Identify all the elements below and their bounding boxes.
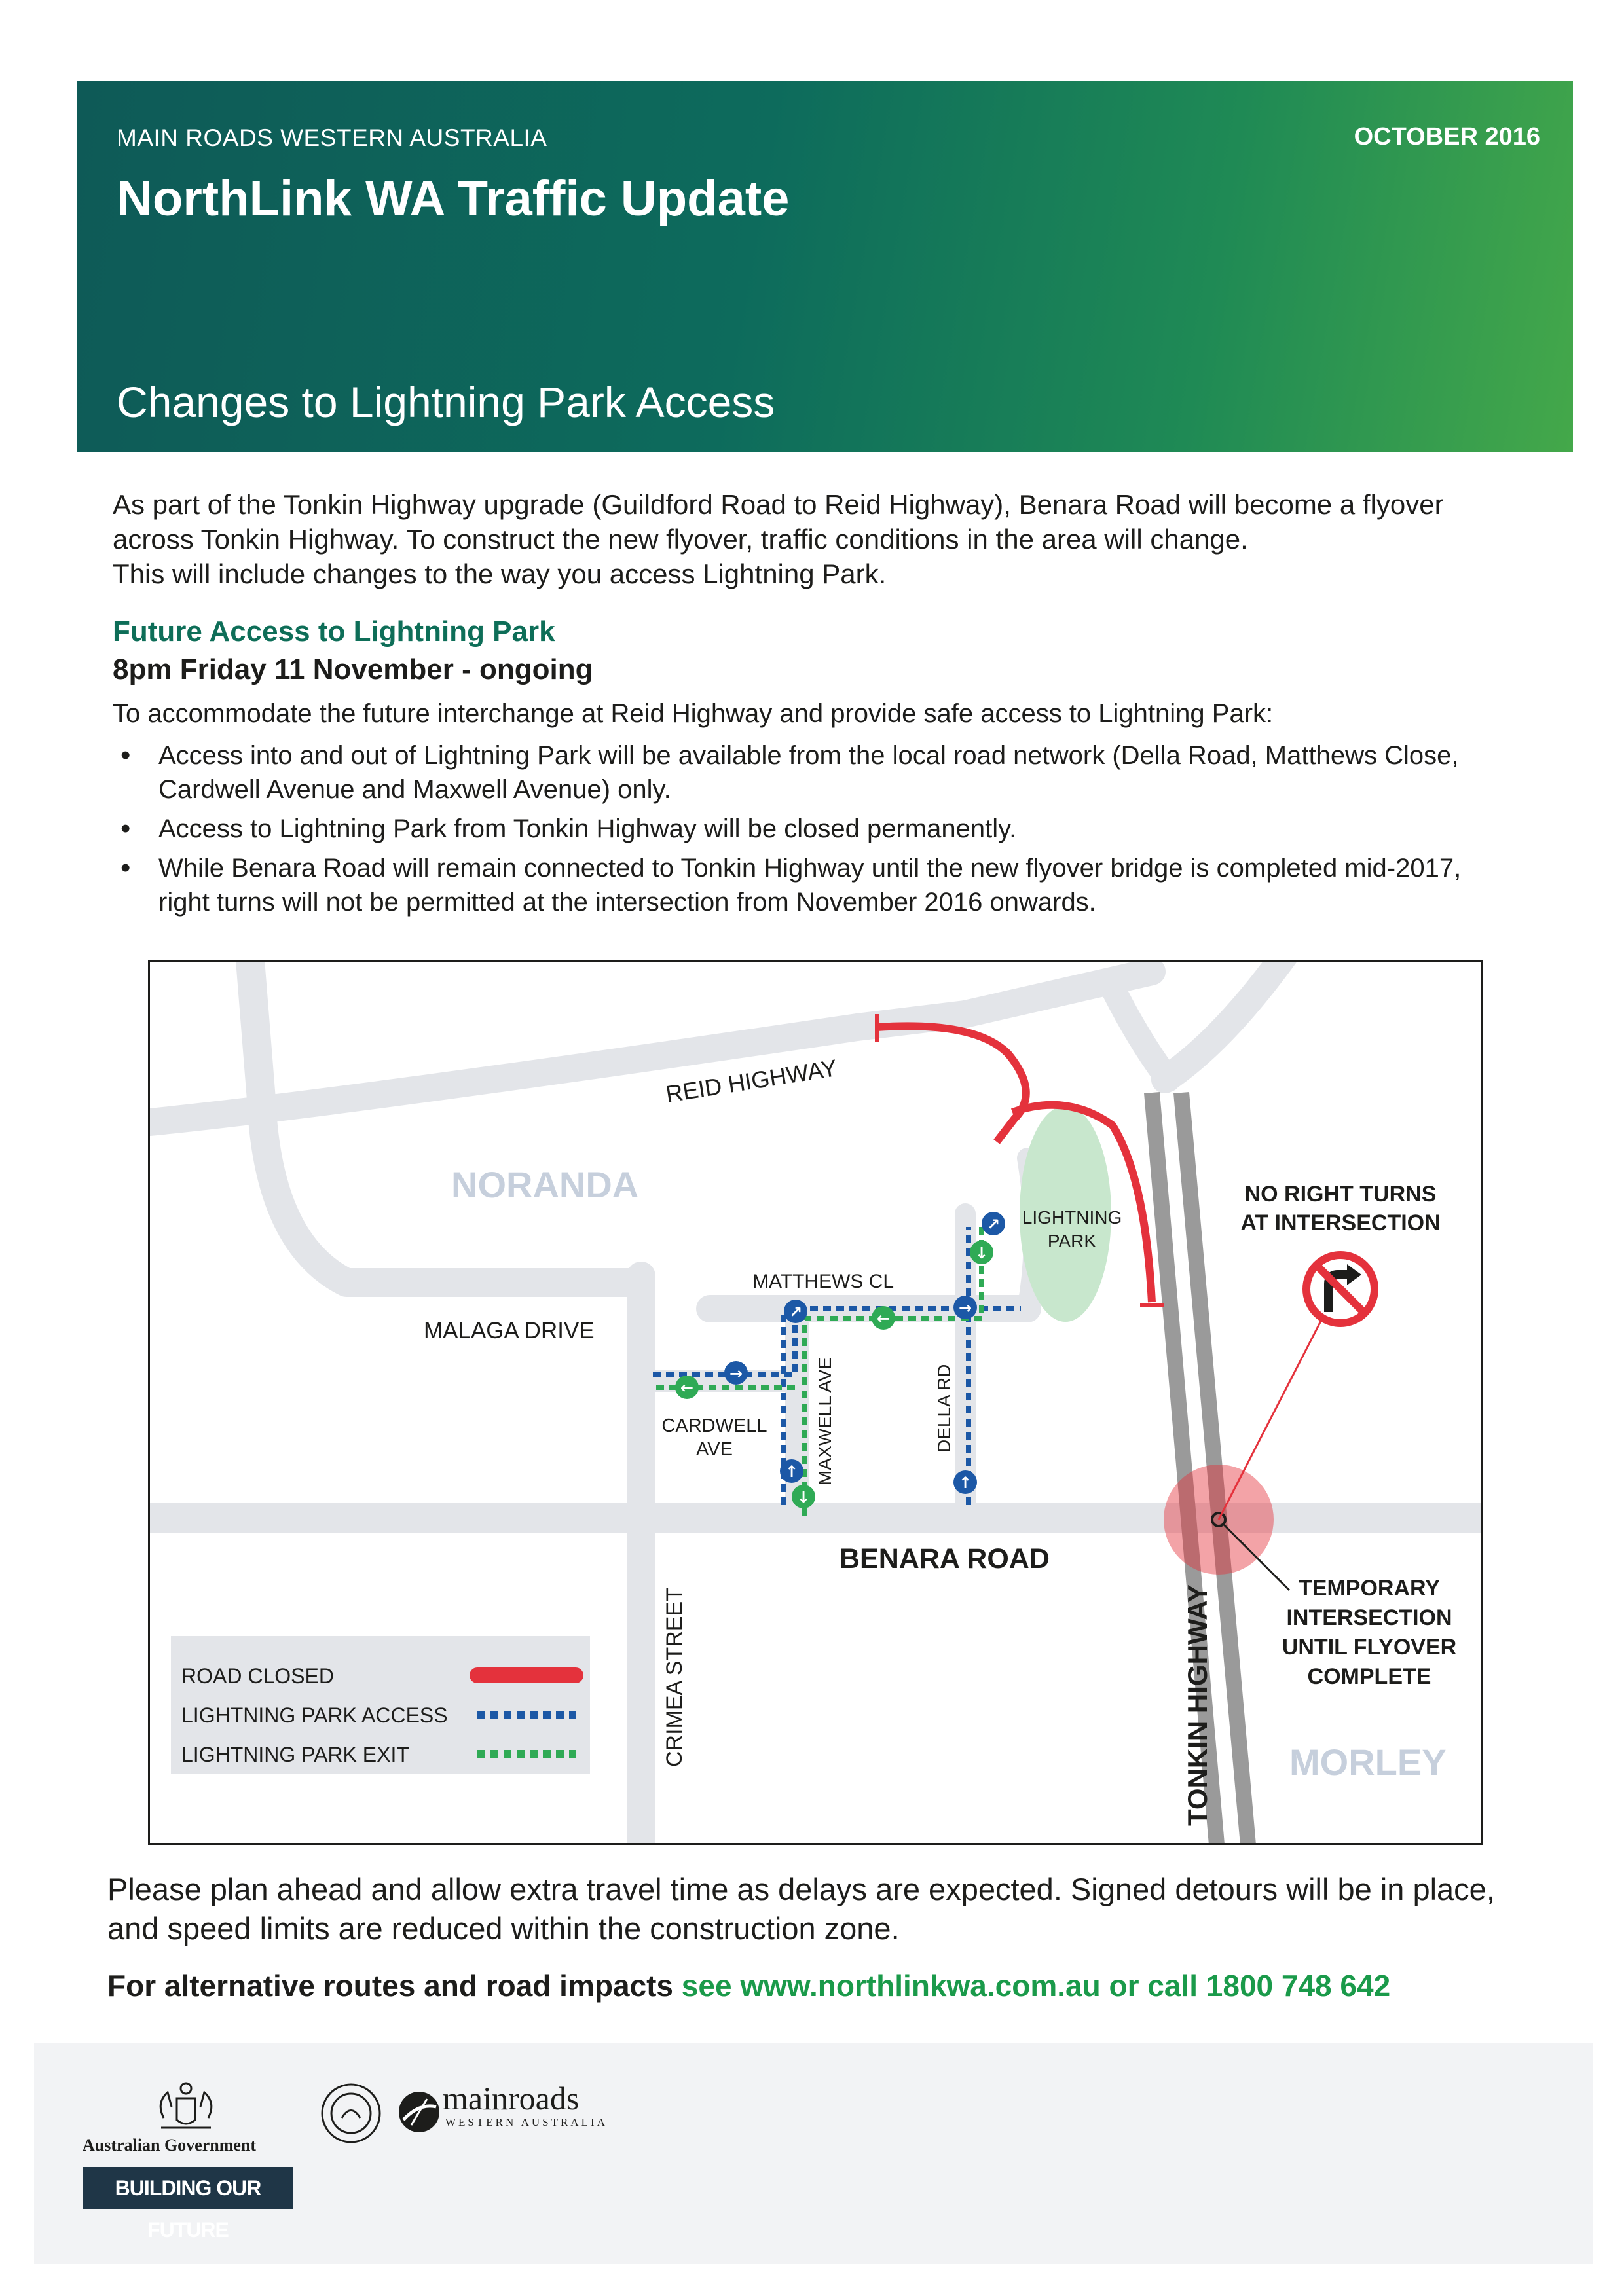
section-heading: Future Access to Lightning Park bbox=[113, 615, 555, 647]
intro-paragraph bbox=[113, 487, 1514, 591]
cardwell-avenue-label: CARDWELL bbox=[661, 1415, 767, 1436]
noranda-label: NORANDA bbox=[451, 1164, 639, 1205]
no-right-turn-pointer bbox=[1219, 1296, 1334, 1520]
cardwell-avenue-label: AVE bbox=[696, 1439, 733, 1460]
della-road-label: DELLA RD bbox=[934, 1364, 954, 1453]
contact-see: see bbox=[681, 1969, 741, 2003]
mainroads-wordmark: mainroads bbox=[443, 2080, 580, 2117]
no-right-turn-sign-icon bbox=[1306, 1255, 1375, 1323]
page-subtitle: Changes to Lightning Park Access bbox=[117, 378, 775, 426]
access-arrow-icon bbox=[982, 1212, 1005, 1235]
matthews-close-label: MATTHEWS CL bbox=[752, 1271, 895, 1292]
footer-band bbox=[34, 2043, 1593, 2264]
svg-text:←: ← bbox=[680, 1379, 694, 1397]
bullet-item: • Access into and out of Lightning Park will be available from the local road network (Della Road, Matthews Close, Cardwell Avenue and Maxwell Avenue) only. bbox=[113, 738, 1494, 807]
closed-reid-access bbox=[877, 1026, 1026, 1142]
contact-or-call: or call bbox=[1100, 1969, 1206, 2003]
legend-access-label: LIGHTNING PARK ACCESS bbox=[181, 1704, 448, 1727]
website-link[interactable]: www.northlinkwa.com.au bbox=[740, 1969, 1101, 2003]
svg-text:↓: ↓ bbox=[974, 1244, 989, 1262]
bullet-list bbox=[113, 738, 1494, 924]
intro-line: across Tonkin Highway. To construct the new flyover, traffic conditions in the area will change. bbox=[113, 524, 1248, 555]
exit-arrow-icon bbox=[675, 1376, 699, 1399]
no-right-turns-callout: AT INTERSECTION bbox=[1240, 1211, 1441, 1235]
organisation-name: MAIN ROADS WESTERN AUSTRALIA bbox=[117, 124, 547, 151]
contact-line bbox=[107, 1968, 1390, 2003]
temporary-intersection-callout: COMPLETE bbox=[1307, 1664, 1431, 1689]
closing-line: and speed limits are reduced within the construction zone. bbox=[107, 1911, 900, 1946]
contact-prefix: For alternative routes and road impacts bbox=[107, 1969, 682, 2003]
svg-text:↑: ↑ bbox=[958, 1474, 972, 1492]
intro-line: As part of the Tonkin Highway upgrade (Guildford Road to Reid Highway), Benara Road will become a flyover bbox=[113, 489, 1444, 520]
mainroads-subtitle: WESTERN AUSTRALIA bbox=[445, 2116, 608, 2128]
tonkin-north-ramp bbox=[1165, 962, 1289, 1080]
tonkin-ramp-west bbox=[1113, 988, 1168, 1080]
svg-text:→: → bbox=[729, 1364, 743, 1383]
svg-text:↗: ↗ bbox=[986, 1215, 1001, 1233]
section-timing: 8pm Friday 11 November - ongoing bbox=[113, 653, 593, 685]
exit-arrow-icon bbox=[872, 1306, 895, 1330]
bullet-item: • Access to Lightning Park from Tonkin Highway will be closed permanently. bbox=[113, 812, 1494, 846]
bullet-item: • While Benara Road will remain connected to Tonkin Highway until the new flyover bridge is completed mid-2017, right turns will not be permitted at the intersection from November 2016 onwards. bbox=[113, 851, 1494, 919]
access-arrow-icon bbox=[784, 1300, 807, 1323]
building-our-future-badge: BUILDING OUR FUTURE bbox=[83, 2167, 293, 2209]
australian-government-label: Australian Government bbox=[83, 2136, 257, 2155]
issue-date: OCTOBER 2016 bbox=[1354, 123, 1540, 151]
page-title: NorthLink WA Traffic Update bbox=[117, 171, 790, 227]
benara-road-label: BENARA ROAD bbox=[840, 1543, 1050, 1575]
closing-paragraph bbox=[107, 1870, 1535, 1948]
crimea-street-label: CRIMEA STREET bbox=[662, 1588, 687, 1767]
access-arrow-icon bbox=[724, 1361, 748, 1385]
header-banner bbox=[77, 81, 1573, 452]
morley-label: MORLEY bbox=[1289, 1741, 1447, 1783]
no-right-turns-callout: NO RIGHT TURNS bbox=[1244, 1182, 1437, 1207]
malaga-drive-label: MALAGA DRIVE bbox=[424, 1318, 595, 1343]
lightning-park-map bbox=[148, 960, 1483, 1845]
svg-text:←: ← bbox=[876, 1309, 891, 1328]
maxwell-avenue-label: MAXWELL AVE bbox=[815, 1357, 835, 1485]
temporary-intersection-callout: TEMPORARY bbox=[1299, 1576, 1440, 1601]
phone-number[interactable]: 1800 748 642 bbox=[1206, 1969, 1391, 2003]
svg-text:→: → bbox=[958, 1299, 972, 1317]
reid-highway-label: REID HIGHWAY bbox=[663, 1054, 840, 1108]
malaga-drive-road bbox=[248, 962, 641, 1283]
svg-text:↑: ↑ bbox=[784, 1463, 799, 1481]
map-canvas bbox=[150, 962, 1481, 1843]
svg-text:↗: ↗ bbox=[788, 1303, 803, 1321]
access-arrow-icon bbox=[780, 1459, 803, 1483]
temporary-intersection-callout: UNTIL FLYOVER bbox=[1282, 1635, 1457, 1660]
closing-line: Please plan ahead and allow extra travel time as delays are expected. Signed detours will be in place, bbox=[107, 1872, 1495, 1906]
svg-text:↓: ↓ bbox=[796, 1488, 811, 1506]
access-arrow-icon bbox=[953, 1296, 977, 1319]
temporary-intersection-callout: INTERSECTION bbox=[1286, 1605, 1452, 1630]
access-arrow-icon bbox=[953, 1470, 977, 1494]
exit-arrow-icon bbox=[970, 1241, 993, 1264]
tonkin-highway-label: TONKIN HIGHWAY bbox=[1182, 1584, 1213, 1826]
lightning-park-label: LIGHTNING bbox=[1022, 1207, 1122, 1228]
exit-arrow-icon bbox=[792, 1485, 815, 1508]
legend-closed-label: ROAD CLOSED bbox=[181, 1664, 334, 1688]
lightning-park-label: PARK bbox=[1047, 1231, 1097, 1251]
intro-line: This will include changes to the way you access Lightning Park. bbox=[113, 558, 887, 589]
section-lead: To accommodate the future interchange at Reid Highway and provide safe access to Lightning Park: bbox=[113, 699, 1274, 728]
legend-exit-label: LIGHTNING PARK EXIT bbox=[181, 1743, 409, 1766]
